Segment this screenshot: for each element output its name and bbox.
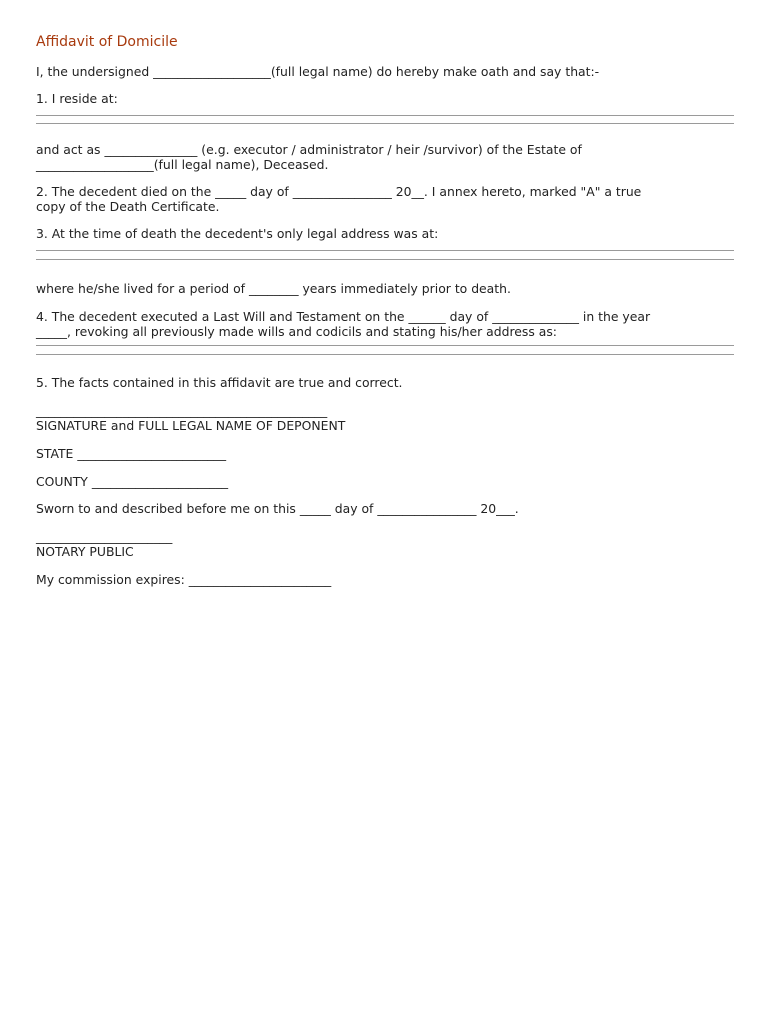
notary-line: ______________________ xyxy=(36,529,173,544)
fill-line xyxy=(36,115,734,116)
state-field: STATE ________________________ xyxy=(36,446,227,461)
residence-fill-lines xyxy=(36,106,734,130)
notary-label: NOTARY PUBLIC xyxy=(36,544,134,559)
intro-paragraph: I, the undersigned ___________________(full legal name) do hereby make oath and say that:- xyxy=(36,64,600,79)
sworn-paragraph: Sworn to and described before me on this _____ day of ________________ 20___. xyxy=(36,501,519,516)
fill-line xyxy=(36,345,734,346)
act-as-paragraph: and act as _______________ (e.g. executor / administrator / heir /survivor) of the Estate of ___________________(full legal name), Deceased. xyxy=(36,142,582,172)
signature-line: _______________________________________________ xyxy=(36,403,328,418)
item-1-reside: 1. I reside at: xyxy=(36,91,118,106)
item-3-legal-address: 3. At the time of death the decedent's only legal address was at: xyxy=(36,226,439,241)
will-address-fill-lines xyxy=(36,339,734,361)
item-2-death-date: 2. The decedent died on the _____ day of ________________ 20__. I annex hereto, marked "A" a true copy of the Death Certificate. xyxy=(36,184,642,214)
legal-address-fill-lines xyxy=(36,241,734,265)
document-title: Affidavit of Domicile xyxy=(36,34,178,50)
signature-label: SIGNATURE and FULL LEGAL NAME OF DEPONENT xyxy=(36,418,346,433)
commission-field: My commission expires: _______________________ xyxy=(36,572,332,587)
fill-line xyxy=(36,250,734,251)
fill-line xyxy=(36,259,734,260)
item-4-last-will: 4. The decedent executed a Last Will and Testament on the ______ day of ______________ in the year _____, revoking all previously made wills and codicils and stating his/her address as: xyxy=(36,309,651,339)
affidavit-form xyxy=(36,34,734,587)
county-field: COUNTY ______________________ xyxy=(36,474,229,489)
fill-line xyxy=(36,123,734,124)
lived-period-paragraph: where he/she lived for a period of ________ years immediately prior to death. xyxy=(36,281,511,296)
item-5-facts: 5. The facts contained in this affidavit are true and correct. xyxy=(36,375,403,390)
fill-line xyxy=(36,354,734,355)
